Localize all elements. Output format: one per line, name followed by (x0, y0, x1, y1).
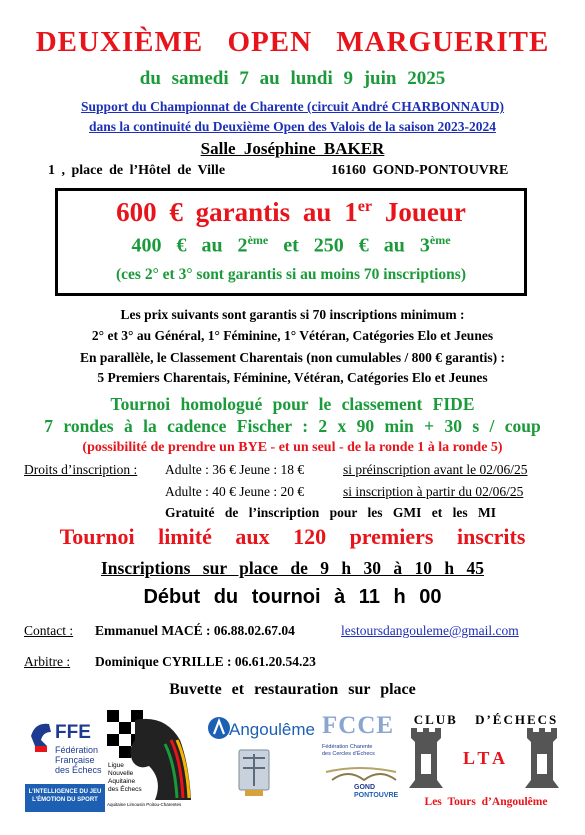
gond-pontouvre-text: GOND PONTOUVRE (354, 784, 399, 799)
bye-note: (possibilité de prendre un BYE - et un seul - de la ronde 1 à la ronde 5) (82, 440, 503, 455)
fees-free: Gratuité de l’inscription pour les GMI et les MI (165, 505, 496, 520)
second-third-prize: 400 € au 2ème et 250 € au 3ème (131, 233, 451, 257)
fcce-name: FCCE (322, 712, 395, 739)
fees-row1-cond: si préinscription avant le 02/06/25 (343, 462, 528, 477)
address-street: 1 , place de l’Hôtel de Ville (48, 163, 226, 178)
first-prize: 600 € garantis au 1er Joueur (116, 197, 466, 227)
fees-row2-cond: si inscription à partir du 02/06/25 (343, 484, 524, 499)
club-logo (405, 710, 567, 814)
page-title: DEUXIÈME OPEN MARGUERITE (35, 26, 550, 58)
prizes-info-1: Les prix suivants sont garantis si 70 inscriptions minimum : (120, 307, 465, 322)
ffe-name: FFE (55, 722, 91, 743)
contact-email-link[interactable]: lestoursdangouleme@gmail.com (341, 623, 519, 638)
venue-name: Salle Joséphine BAKER (200, 139, 385, 158)
ffe-sub: Fédération Française des Échecs (55, 745, 102, 775)
contact-label: Contact : (24, 623, 74, 638)
ffe-logo (25, 712, 105, 812)
angouleme-name: Angoulême (229, 720, 316, 739)
registration-hours: Inscriptions sur place de 9 h 30 à 10 h 45 (100, 558, 485, 578)
ffe-band: L’INTELLIGENCE DU JEU L’ÉMOTION DU SPORT (28, 789, 102, 803)
ligue-logo (105, 710, 200, 812)
support-line-1: Support du Championnat de Charente (circuit André CHARBONNAUD) (81, 99, 504, 114)
club-name: Les Tours d’Angoulême (424, 796, 548, 808)
arbiter-name-phone: Dominique CYRILLE : 06.61.20.54.23 (95, 654, 316, 669)
address-city: 16160 GOND-PONTOUVRE (331, 163, 509, 178)
fide-line-1: Tournoi homologué pour le classement FIDE (110, 394, 475, 414)
prize-note: (ces 2° et 3° sont garantis si au moins 70 inscriptions) (116, 266, 466, 283)
ligue-text: Ligue Nouvelle Aquitaine des Échecs (108, 762, 142, 793)
contact-name-phone: Emmanuel MACÉ : 06.88.02.67.04 (95, 623, 295, 638)
prizes-info-3: En parallèle, le Classement Charentais (non cumulables / 800 € garantis) : (80, 350, 505, 365)
prizes-info-2: 2° et 3° au Général, 1° Féminine, 1° Vétéran, Catégories Elo et Jeunes (91, 328, 494, 343)
angouleme-logo (205, 708, 317, 813)
support-line-2: dans la continuité du Deuxième Open des Valois de la saison 2023-2024 (89, 119, 496, 134)
fees-row2-prices: Adulte : 40 € Jeune : 20 € (165, 484, 305, 499)
start-time: Début du tournoi à 11 h 00 (143, 586, 442, 608)
fcce-logo (320, 712, 402, 808)
fees-label: Droits d’inscription : (24, 462, 138, 477)
arbiter-label: Arbitre : (24, 654, 71, 669)
tournament-limit: Tournoi limité aux 120 premiers inscrits (59, 524, 526, 549)
prize-box (55, 188, 527, 296)
refreshments: Buvette et restauration sur place (169, 681, 416, 698)
club-title: CLUB D’ÉCHECS (413, 712, 559, 727)
fide-line-2: 7 rondes à la cadence Fischer : 2 x 90 min + 30 s / coup (44, 416, 541, 436)
ligue-footer: Aquitaine Limousin Poitou-Charentes (107, 802, 182, 807)
club-initials: LTA (462, 748, 510, 768)
event-dates: du samedi 7 au lundi 9 juin 2025 (139, 68, 446, 89)
ligue-checker-knight-icon (105, 710, 200, 812)
prizes-info-4: 5 Premiers Charentais, Féminine, Vétéran, Catégories Elo et Jeunes (97, 370, 488, 385)
fcce-sub: Fédération Charente des Cercles d’Échecs (322, 744, 375, 757)
fees-row1-prices: Adulte : 36 € Jeune : 18 € (165, 462, 305, 477)
